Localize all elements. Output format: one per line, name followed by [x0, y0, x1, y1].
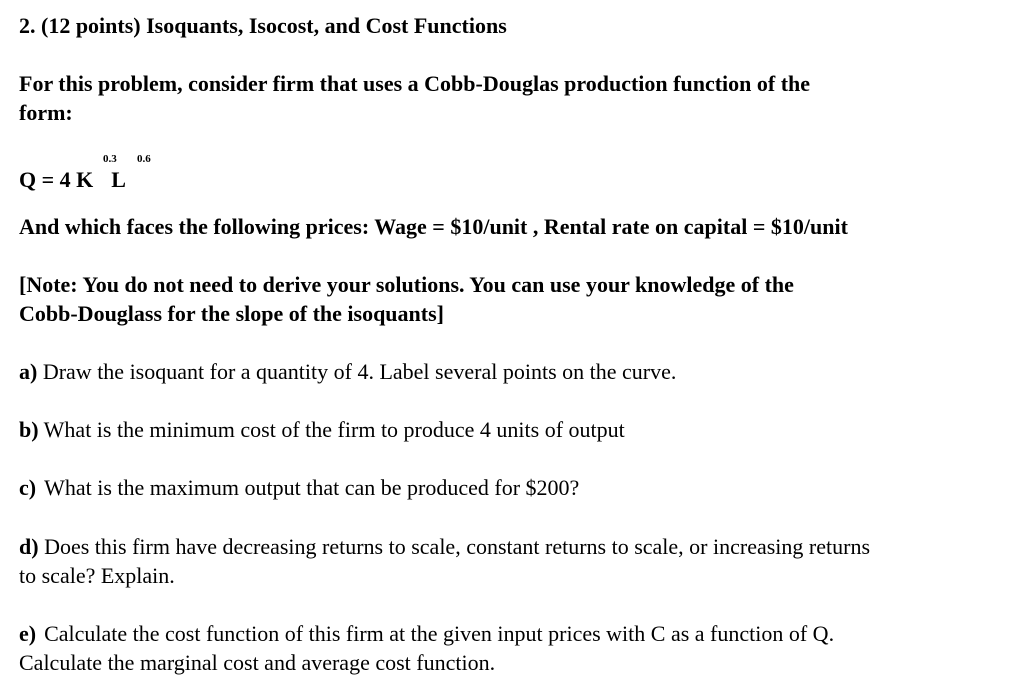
question-e-text-1: Calculate the cost function of this firm at the given input prices with C as a function of Q. [44, 621, 835, 646]
question-a [19, 358, 676, 386]
question-e-line-2: Calculate the marginal cost and average cost function. [19, 650, 496, 675]
intro-line-2: form: [19, 100, 73, 125]
question-c-text: What is the maximum output that can be produced for $200? [44, 475, 580, 500]
question-e-label: e) [19, 621, 37, 646]
problem-title: 2. (12 points) Isoquants, Isocost, and Cost Functions [19, 13, 507, 38]
note-line-2: Cobb-Douglass for the slope of the isoquants] [19, 301, 444, 326]
question-b [19, 416, 625, 444]
question-d-line-2: to scale? Explain. [19, 563, 175, 588]
question-d-text-1: Does this firm have decreasing returns to scale, constant returns to scale, or increasing returns [38, 534, 871, 559]
question-a-label: a) [19, 359, 38, 384]
question-d-label: d) [19, 534, 39, 559]
question-b-label: b) [19, 417, 39, 442]
equation-lhs: Q = 4 K [19, 167, 94, 192]
question-c [19, 474, 579, 502]
question-c-label: c) [19, 475, 37, 500]
l-exponent: 0.6 [137, 153, 151, 165]
question-a-text: Draw the isoquant for a quantity of 4. Label several points on the curve. [37, 359, 677, 384]
question-b-text: What is the minimum cost of the firm to produce 4 units of output [38, 417, 625, 442]
k-exponent: 0.3 [103, 153, 117, 165]
note-line-1: [Note: You do not need to derive your solutions. You can use your knowledge of the [19, 272, 794, 297]
intro-line-1: For this problem, consider firm that uses a Cobb-Douglas production function of the [19, 71, 811, 96]
question-e-line-1 [19, 620, 834, 648]
input-prices: And which faces the following prices: Wage = $10/unit , Rental rate on capital = $10/unit [19, 214, 848, 239]
equation-base [19, 166, 126, 194]
question-d-line-1 [19, 533, 870, 561]
equation-l-symbol: L [111, 167, 126, 192]
